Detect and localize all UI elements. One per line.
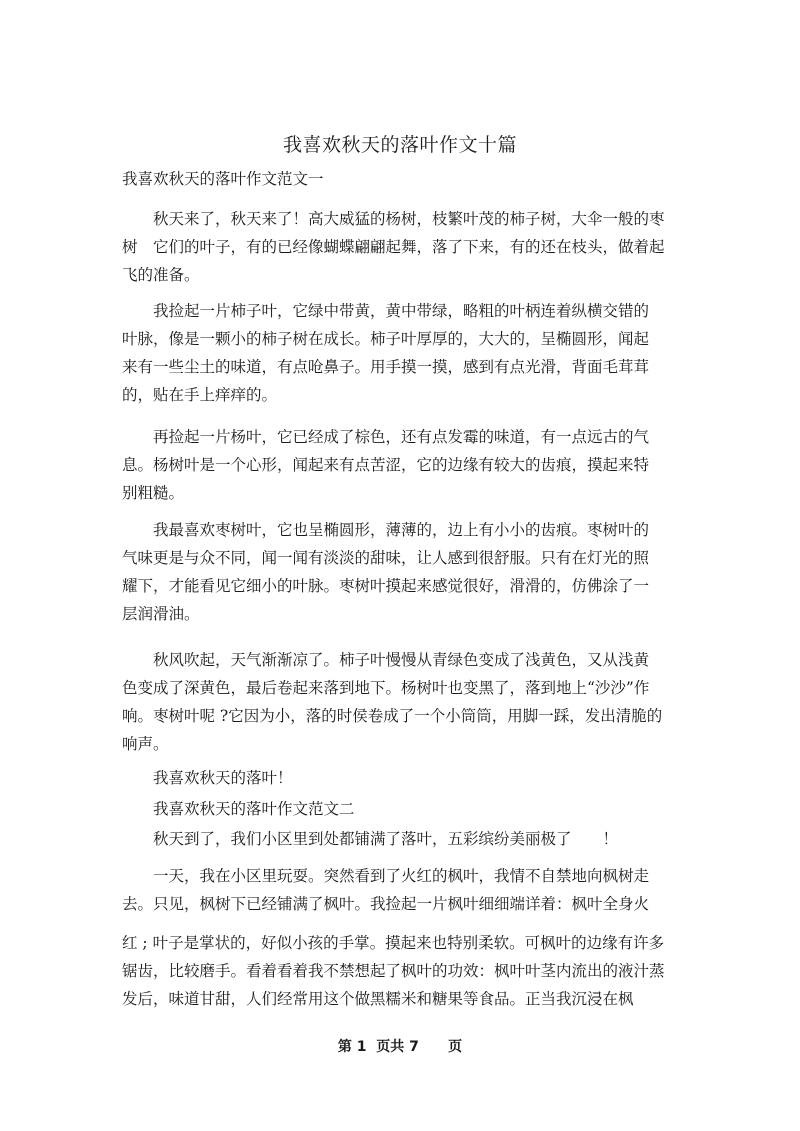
paragraph-line: 发后，味道甘甜，人们经常用这个做黑糯米和糖果等食品。正当我沉浸在枫 xyxy=(122,990,634,1008)
paragraph-line: 响声。 xyxy=(122,735,169,753)
paragraph-line: 耀下，才能看见它细小的叶脉。枣树叶摸起来感觉很好，滑滑的，仿佛涂了一 xyxy=(122,577,650,595)
paragraph-line: 树 它们的叶子，有的已经像蝴蝶翩翩起舞，落了下来，有的还在枝头，做着起 xyxy=(122,238,665,256)
paragraph-3 xyxy=(122,423,682,507)
section-1-title: 我喜欢秋天的落叶作文范文一 xyxy=(122,170,324,188)
paragraph-2 xyxy=(122,297,682,409)
paragraph-4 xyxy=(122,516,682,628)
paragraph-line: 红 ; 叶子是掌状的，好似小孩的手掌。摸起来也特别柔软。可枫叶的边缘有许多 xyxy=(122,934,665,952)
paragraph-line: 层润滑油。 xyxy=(122,605,200,623)
paragraph-line: 色变成了深黄色，最后卷起来落到地下。杨树叶也变黑了，落到地上“沙沙”作 xyxy=(122,679,650,697)
paragraph-line: 气味更是与众不同，闻一闻有淡淡的甜味，让人感到很舒服。只有在灯光的照 xyxy=(122,549,650,567)
paragraph-line: 的，贴在手上痒痒的。 xyxy=(122,386,278,404)
paragraph-5 xyxy=(122,646,682,758)
paragraph-line: 别粗糙。 xyxy=(122,484,185,502)
paragraph-line: 我捡起一片柿子叶，它绿中带黄，黄中带绿，略粗的叶柄连着纵横交错的 xyxy=(153,302,650,320)
paragraph-line: 飞的准备。 xyxy=(122,266,200,284)
paragraph-1 xyxy=(122,205,682,289)
closing-line: 我喜欢秋天的落叶！ xyxy=(153,769,293,787)
document-title: 我喜欢秋天的落叶作文十篇 xyxy=(282,134,517,156)
paragraph-line: 锯齿，比较磨手。看着看着我不禁想起了枫叶的功效：枫叶叶茎内流出的液汁蒸 xyxy=(122,962,665,980)
paragraph-line: 叶脉，像是一颗小的柿子树在成长。柿子叶厚厚的，大大的，呈椭圆形，闻起 xyxy=(122,330,650,348)
paragraph-line: 秋天来了，秋天来了！高大威猛的杨树，枝繁叶茂的柿子树，大伞一般的枣 xyxy=(153,210,665,228)
paragraph-line: 一天，我在小区里玩耍。突然看到了火红的枫叶，我情不自禁地向枫树走 xyxy=(153,867,650,885)
paragraph-line: 秋风吹起，天气渐渐凉了。柿子叶慢慢从青绿色变成了浅黄色，又从浅黄 xyxy=(153,651,650,669)
paragraph-line: 去。只见，枫树下已经铺满了枫叶。我捡起一片枫叶细细端详着：枫叶全身火 xyxy=(122,895,650,913)
paragraph-6 xyxy=(122,862,682,918)
paragraph-7 xyxy=(122,929,682,1013)
page-footer: 第 1 页共 7 页 xyxy=(337,1039,463,1055)
paragraph-line: 息。杨树叶是一个心形，闻起来有点苦涩，它的边缘有较大的齿痕，摸起来特 xyxy=(122,456,650,474)
section-2-title: 我喜欢秋天的落叶作文范文二 xyxy=(153,800,355,818)
paragraph-line: 再捡起一片杨叶，它已经成了棕色，还有点发霉的味道，有一点远古的气 xyxy=(153,428,650,446)
section-2-first-line: 秋天到了，我们小区里到处都铺满了落叶，五彩缤纷美丽极了 ！ xyxy=(153,830,619,848)
paragraph-line: 响。枣树叶呢 ?它因为小，落的时侯卷成了一个小筒筒，用脚一踩，发出清脆的 xyxy=(122,707,663,725)
paragraph-line: 我最喜欢枣树叶，它也呈椭圆形，薄薄的，边上有小小的齿痕。枣树叶的 xyxy=(153,521,650,539)
paragraph-line: 来有一些尘土的味道，有点呛鼻子。用手摸一摸，感到有点光滑，背面毛茸茸 xyxy=(122,358,650,376)
